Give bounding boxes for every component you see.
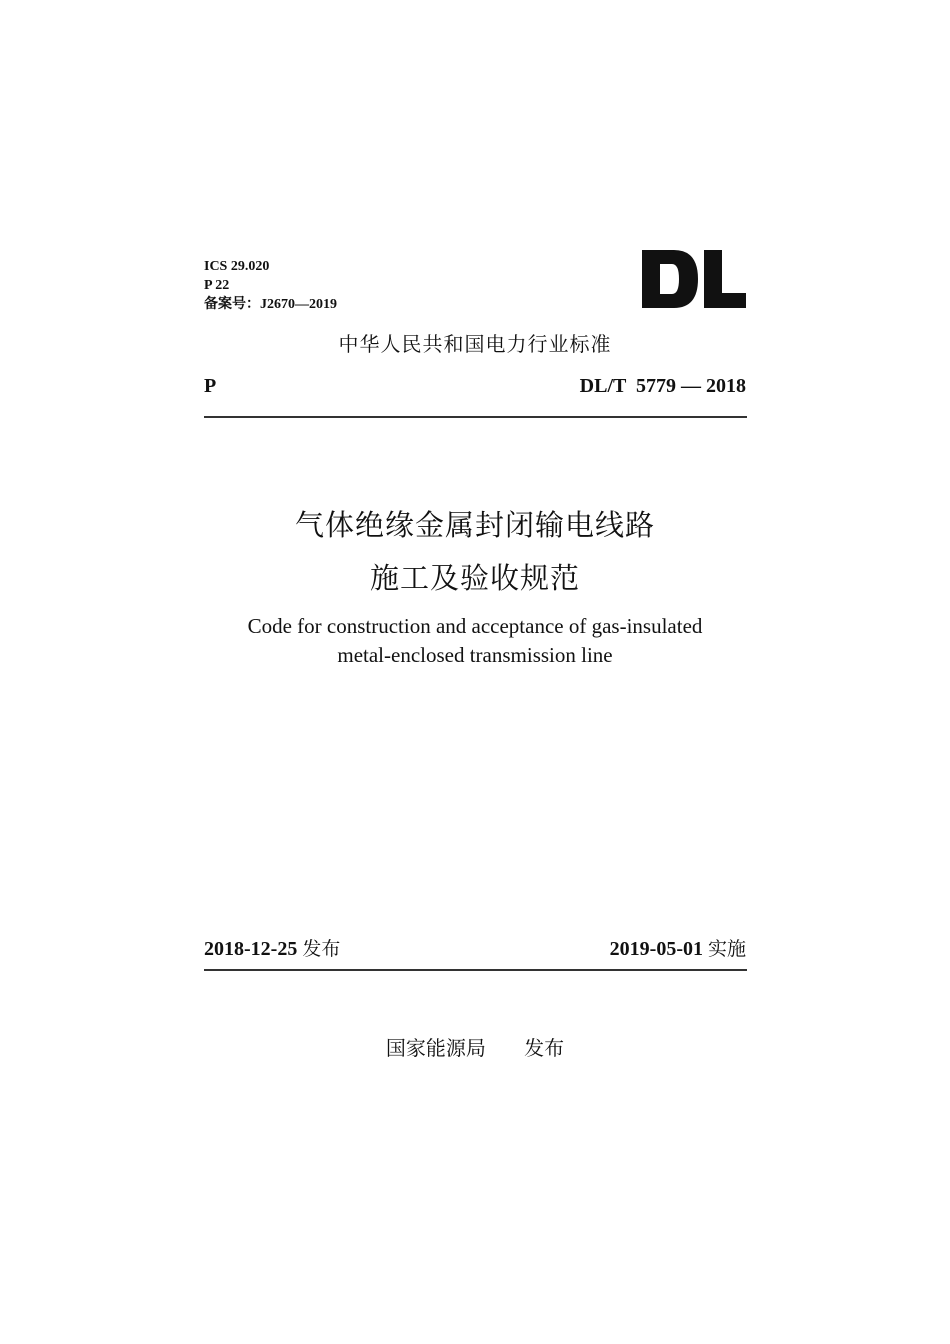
title-en-line-2: metal-enclosed transmission line	[337, 643, 613, 667]
record-number: 备案号：J2670—2019	[204, 297, 337, 312]
issue-label: 发布	[302, 938, 341, 960]
publisher-name: 国家能源局	[385, 1036, 486, 1060]
title-en-line-1: Code for construction and acceptance of gas-insulated	[247, 614, 703, 638]
implementation-label: 实施	[707, 938, 746, 960]
publisher-label: 发布	[524, 1036, 565, 1060]
bottom-divider	[204, 969, 747, 971]
classification-code: P 22	[204, 278, 230, 293]
implementation-date-line	[610, 935, 746, 963]
standard-category: 中华人民共和国电力行业标准	[338, 332, 612, 356]
publisher-line	[0, 1034, 950, 1062]
standard-number: DL/T 5779 — 2018	[579, 375, 746, 397]
issue-date-line	[204, 935, 340, 963]
title-cn-line-1: 气体绝缘金属封闭输电线路	[294, 508, 655, 542]
title-cn-line-2: 施工及验收规范	[369, 561, 580, 595]
ics-code: ICS 29.020	[204, 259, 270, 274]
issue-date: 2018-12-25	[204, 938, 298, 960]
class-letter: P	[204, 375, 217, 397]
dl-logo	[640, 248, 748, 310]
top-divider	[204, 416, 747, 418]
implementation-date: 2019-05-01	[609, 938, 703, 960]
